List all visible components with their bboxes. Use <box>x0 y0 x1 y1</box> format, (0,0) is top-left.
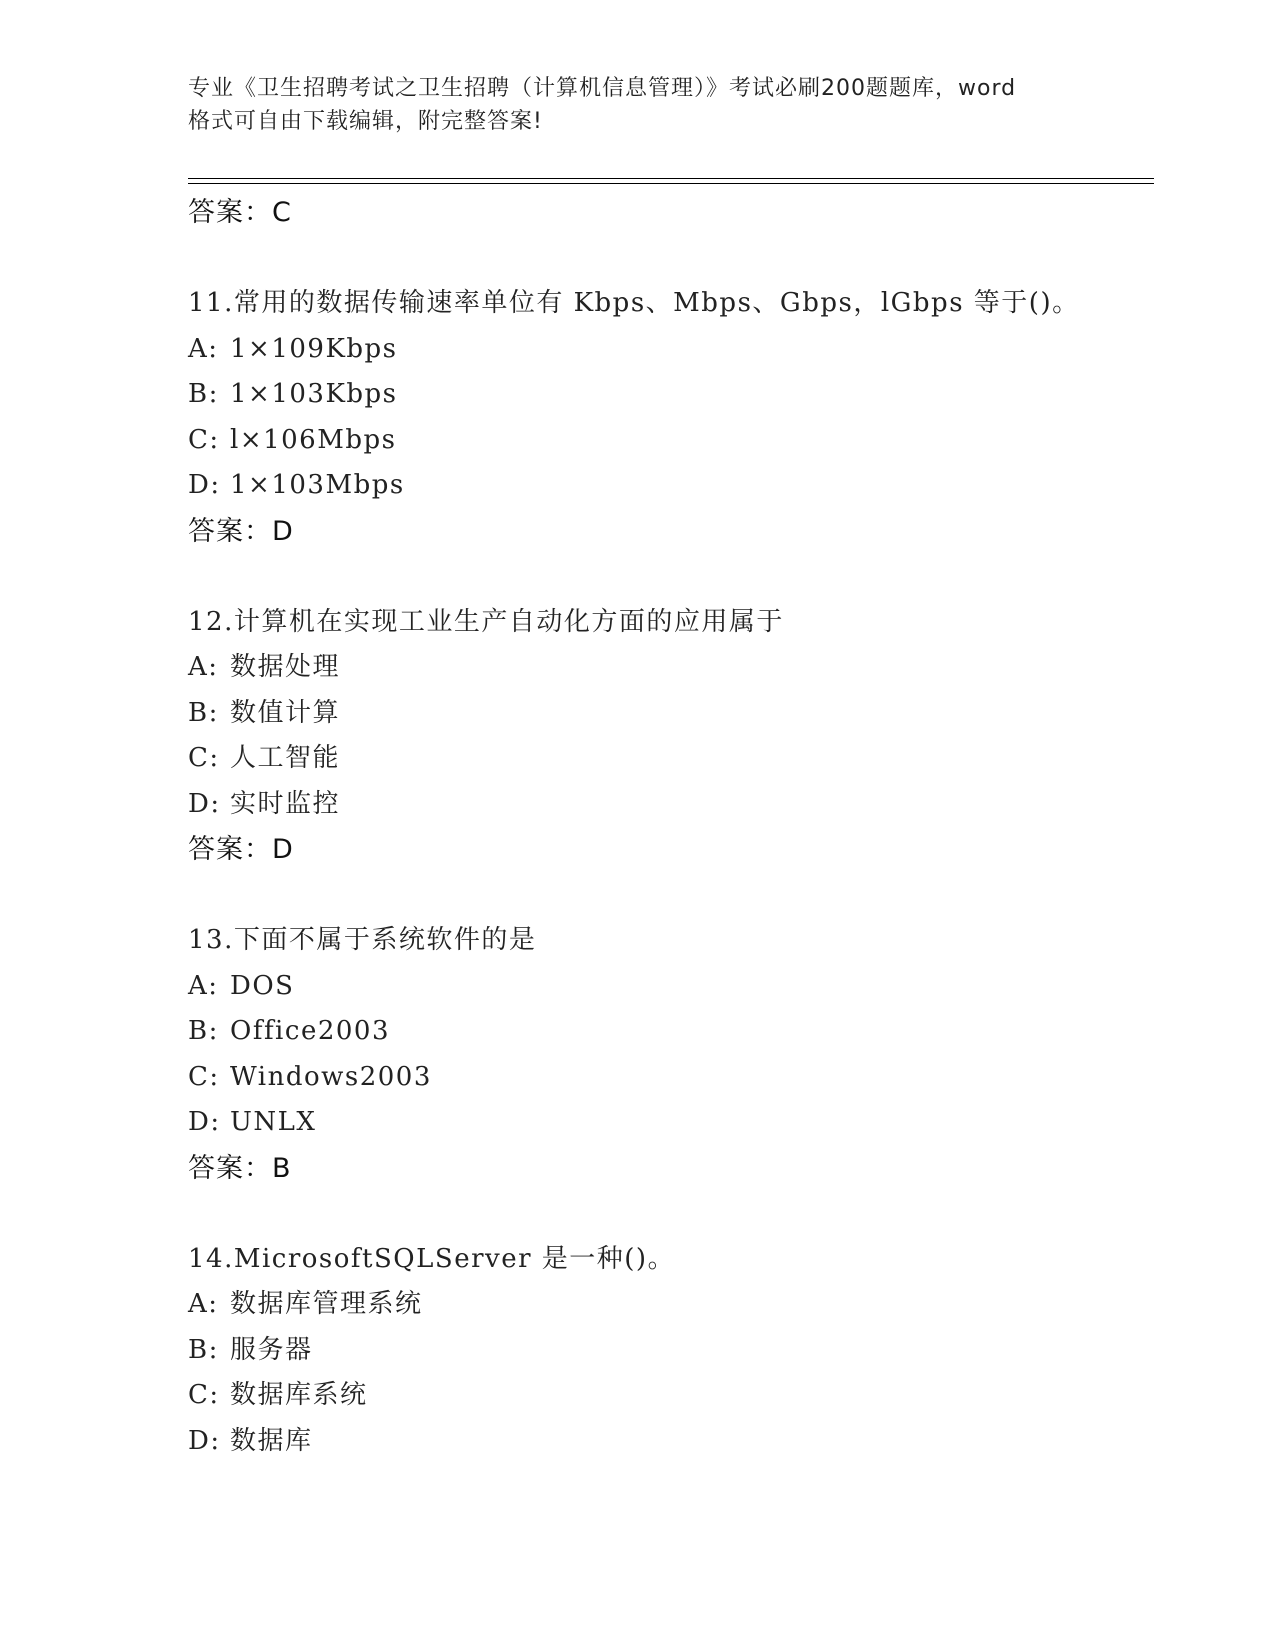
option-text: UNLX <box>230 1107 317 1137</box>
option-text: 人工智能 <box>230 743 341 773</box>
option-text: 数据库管理系统 <box>230 1289 423 1319</box>
option-d <box>188 1419 1148 1465</box>
spacer <box>188 236 1148 281</box>
option-text: 数值计算 <box>230 697 341 728</box>
option-text: l×106Mbps <box>230 424 397 455</box>
option-letter: C: <box>188 424 220 455</box>
option-b <box>188 1009 1148 1055</box>
option-letter: C: <box>188 1380 220 1410</box>
option-text: Office2003 <box>230 1016 390 1046</box>
option-letter: B: <box>188 379 219 409</box>
option-letter: B: <box>188 1334 219 1365</box>
option-a <box>188 964 1148 1010</box>
option-c <box>188 1055 1148 1101</box>
option-letter: A: <box>188 970 219 1001</box>
question-text: 13.下面不属于系统软件的是 <box>188 925 537 955</box>
option-text: 服务器 <box>230 1334 313 1365</box>
spacer <box>188 555 1148 600</box>
option-a <box>188 327 1148 373</box>
option-letter: B: <box>188 697 219 728</box>
option-letter: C: <box>188 1061 220 1092</box>
option-letter: B: <box>188 1016 219 1046</box>
answer-line: 答案：D <box>188 515 294 547</box>
question-block <box>188 918 1148 1192</box>
option-text: 1×109Kbps <box>230 333 398 364</box>
option-letter: D: <box>188 1425 221 1456</box>
option-d <box>188 463 1148 509</box>
option-a <box>188 645 1148 691</box>
option-letter: D: <box>188 1107 221 1137</box>
header-line-1: 专业《卫生招聘考试之卫生招聘（计算机信息管理）》考试必刷200题题库，word <box>188 76 1017 101</box>
option-d <box>188 1100 1148 1146</box>
header-line-2: 格式可自由下载编辑，附完整答案! <box>188 109 543 134</box>
option-c <box>188 418 1148 464</box>
option-a <box>188 1282 1148 1328</box>
question-block <box>188 600 1148 874</box>
answer-line: 答案：B <box>188 1152 292 1184</box>
option-text: 数据库 <box>230 1425 313 1456</box>
option-letter: A: <box>188 333 219 364</box>
option-letter: D: <box>188 470 221 500</box>
option-c <box>188 736 1148 782</box>
option-letter: A: <box>188 652 219 682</box>
option-b <box>188 691 1148 737</box>
option-text: 数据库系统 <box>230 1380 368 1410</box>
option-d <box>188 782 1148 828</box>
question-block <box>188 1237 1148 1465</box>
option-text: 数据处理 <box>230 652 341 682</box>
option-c <box>188 1373 1148 1419</box>
option-b <box>188 1328 1148 1374</box>
option-text: 实时监控 <box>230 788 341 819</box>
document-header <box>188 72 1088 138</box>
answer-line: 答案：D <box>188 834 294 865</box>
question-text: 11.常用的数据传输速率单位有 Kbps、Mbps、Gbps，lGbps 等于()。 <box>188 288 1080 318</box>
option-text: 1×103Kbps <box>230 379 398 409</box>
question-block <box>188 281 1148 555</box>
answer-line: 答案：C <box>188 197 292 228</box>
question-text: 14.MicrosoftSQLServer 是一种()。 <box>188 1243 676 1274</box>
option-b <box>188 372 1148 418</box>
question-text: 12.计算机在实现工业生产自动化方面的应用属于 <box>188 606 784 637</box>
option-text: Windows2003 <box>230 1061 432 1092</box>
option-letter: D: <box>188 788 221 819</box>
option-text: DOS <box>230 970 295 1001</box>
option-letter: C: <box>188 743 220 773</box>
header-divider-top <box>188 178 1154 179</box>
spacer <box>188 1192 1148 1237</box>
header-divider-bottom <box>188 183 1154 184</box>
option-text: 1×103Mbps <box>230 470 405 500</box>
option-letter: A: <box>188 1289 219 1319</box>
question-list <box>188 190 1148 1464</box>
spacer <box>188 873 1148 918</box>
